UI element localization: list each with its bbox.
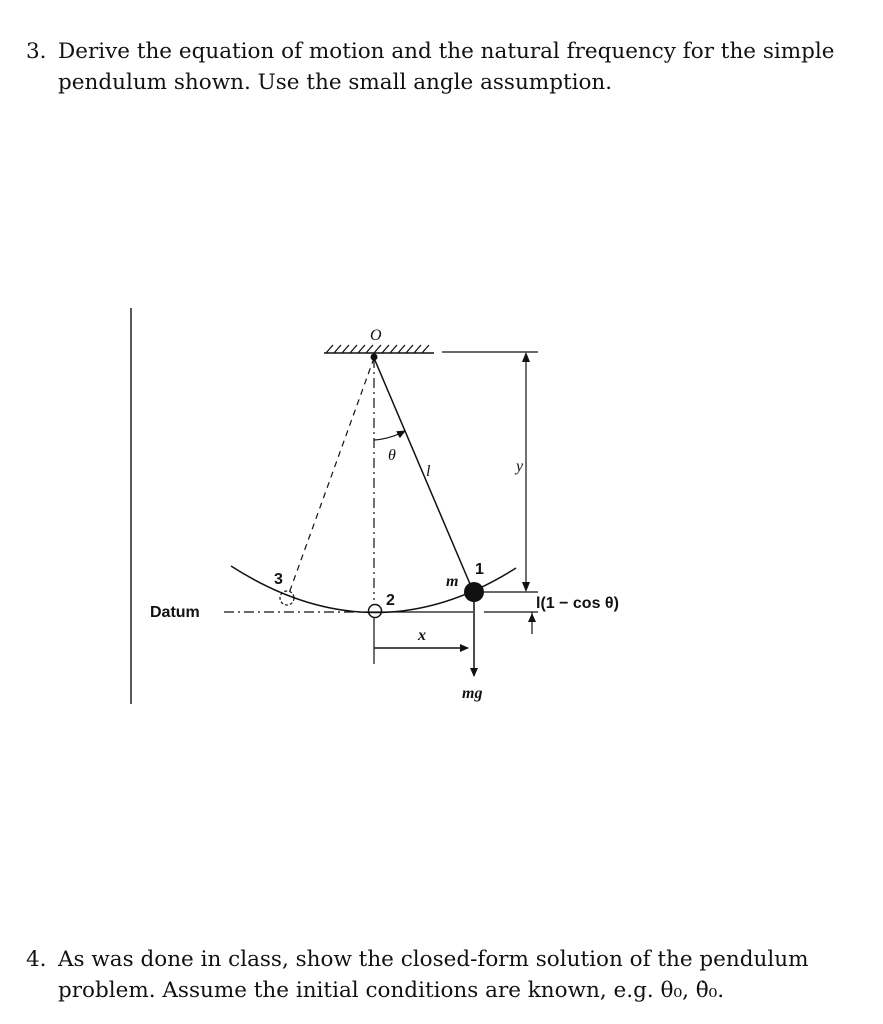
height-label: y <box>516 458 524 475</box>
problem-3 <box>26 36 856 98</box>
pivot-label: O <box>370 327 382 344</box>
ceiling-hatch <box>324 345 434 353</box>
problem-4 <box>26 944 856 1006</box>
pendulum-figure <box>128 308 688 708</box>
angle-label: θ <box>388 447 396 464</box>
problem-number: 4. <box>26 947 47 972</box>
rise-label: l(1 − cos θ) <box>536 595 619 612</box>
theta-arc <box>374 431 405 440</box>
weight-label: mg <box>462 685 483 702</box>
pivot <box>371 354 378 361</box>
length-label: l <box>426 463 431 480</box>
position-3-label: 3 <box>274 571 283 588</box>
pendulum-string <box>374 358 473 591</box>
bob-position-2 <box>369 605 382 618</box>
mass-bob <box>464 582 484 602</box>
bob-position-3 <box>280 591 294 605</box>
string-position-3 <box>288 358 374 596</box>
datum-label: Datum <box>150 604 200 621</box>
mass-label: m <box>446 573 459 590</box>
problem-text: Derive the equation of motion and the natural frequency for the simple pendulum shown. Use the small angle assumption. <box>58 39 835 95</box>
problem-number: 3. <box>26 39 47 64</box>
problem-text: As was done in class, show the closed-form solution of the pendulum problem. Assume the initial conditions are known, e.g. θ₀, θ̇₀. <box>58 947 809 1003</box>
position-1-label: 1 <box>475 561 484 578</box>
horizontal-label: x <box>418 627 426 644</box>
position-2-label: 2 <box>386 592 395 609</box>
